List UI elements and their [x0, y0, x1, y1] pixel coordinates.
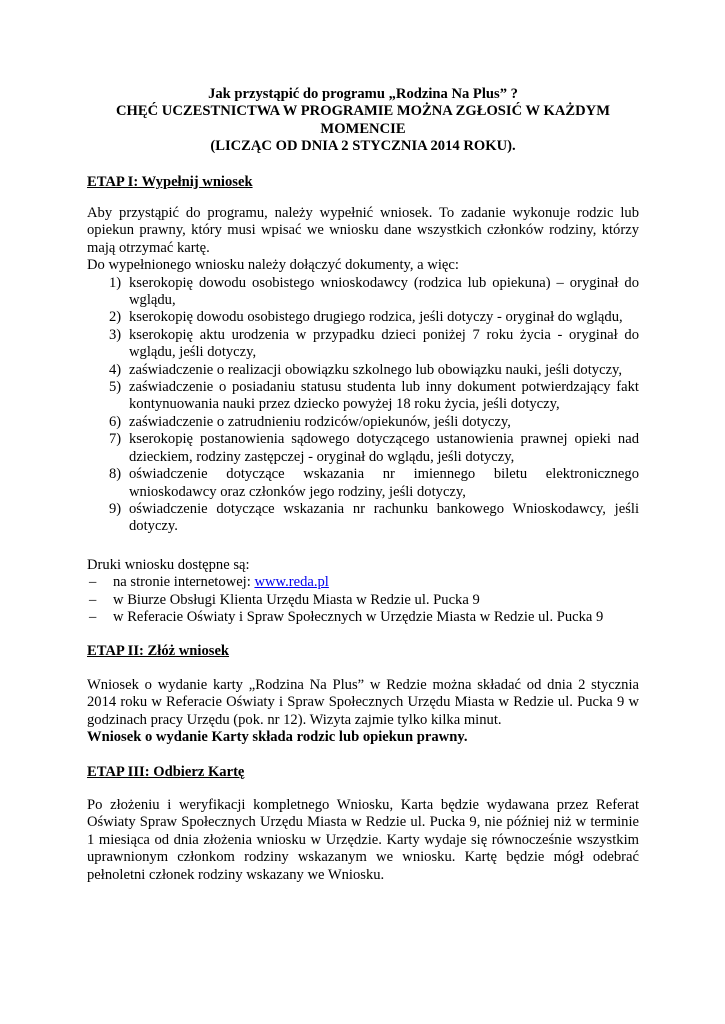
druki-lead: Druki wniosku dostępne są: — [87, 557, 250, 573]
list-item — [87, 362, 639, 379]
etap1-docs-lead: Do wypełnionego wniosku należy dołączyć dokumenty, a więc: — [87, 257, 459, 274]
list-item-text: zaświadczenie o realizacji obowiązku szkolnego lub obowiązku nauki, jeśli dotyczy, — [129, 361, 623, 378]
list-item — [87, 275, 639, 310]
etap1-section-heading — [87, 174, 639, 191]
title-line-2: CHĘĆ UCZESTNICTWA W PROGRAMIE MOŻNA ZGŁOSIĆ W KAŻDYM — [116, 103, 610, 120]
website-prefix: na stronie internetowej: — [113, 574, 255, 591]
list-item — [87, 379, 639, 414]
website-link[interactable]: www.reda.pl — [254, 574, 329, 591]
list-item-number: 2) — [109, 309, 122, 326]
list-item — [87, 327, 639, 362]
etap3-body — [87, 797, 639, 884]
etap2-heading: ETAP II: Złóż wniosek — [87, 643, 230, 659]
etap1-heading: ETAP I: Wypełnij wniosek — [87, 174, 253, 190]
list-item — [87, 414, 639, 431]
etap2-body — [87, 677, 639, 747]
list-item — [87, 466, 639, 501]
title-line-3: MOMENCIE — [320, 120, 406, 137]
list-item-text: zaświadczenie o zatrudnieniu rodziców/opiekunów, jeśli dotyczy, — [129, 413, 511, 430]
list-item — [87, 609, 639, 626]
list-item-text: kserokopię aktu urodzenia w przypadku dzieci poniżej 7 roku życia - oryginał do wglądu, jeśli dotyczy, — [129, 326, 639, 361]
list-item-text: kserokopię dowodu osobistego wnioskodawcy (rodzica lub opiekuna) – oryginał do wglądu, — [129, 274, 639, 309]
dash-bullet: – — [89, 591, 97, 608]
list-item-number: 4) — [109, 361, 122, 378]
druki-item-2: w Biurze Obsługi Klienta Urzędu Miasta w Redzie ul. Pucka 9 — [113, 591, 480, 608]
list-item-number: 7) — [109, 431, 122, 448]
list-item-text: zaświadczenie o posiadaniu statusu studenta lub inny dokument potwierdzający fakt kontynuowania nauki przez dziecko powyżej 18 roku życia, jeśli dotyczy, — [129, 379, 639, 413]
list-item-text: kserokopię postanowienia sądowego dotyczącego ustanowienia prawnej opieki nad dzieckiem, rodziny zastępczej - oryginał do wglądu, jeśli dotyczy, — [129, 431, 639, 465]
dash-bullet: – — [89, 574, 97, 591]
list-item — [87, 501, 639, 536]
list-item-text: oświadczenie dotyczące wskazania nr rachunku bankowego Wnioskodawcy, jeśli dotyczy. — [129, 500, 639, 535]
list-item-text: oświadczenie dotyczące wskazania nr imiennego biletu elektronicznego wnioskodawcy oraz członków jego rodziny, jeśli dotyczy, — [129, 466, 639, 500]
etap1-body — [87, 205, 639, 536]
etap3-text: Po złożeniu i weryfikacji kompletnego Wniosku, Karta będzie wydawana przez Referat Oświaty Spraw Społecznych Urzędu Miasta w Redzie ul. Pucka 9, nie później niż w terminie 1 miesiąca od dnia złożenia wniosku w Urzędzie. Karty wydaje się równocześnie wszystkim uprawnionym członkom rodziny wskazanym we wniosku. Kartę będzie mógł odebrać pełnoletni członek rodziny wskazany we Wniosku. — [87, 797, 639, 883]
etap2-section-heading — [87, 643, 639, 660]
document-title — [87, 86, 639, 156]
list-item — [87, 309, 639, 326]
list-item — [87, 431, 639, 466]
documents-list — [87, 275, 639, 536]
list-item-number: 5) — [109, 379, 122, 396]
list-item-number: 6) — [109, 413, 122, 430]
list-item — [87, 574, 639, 591]
list-item — [87, 592, 639, 609]
dash-bullet: – — [89, 609, 97, 626]
druki-item-3: w Referacie Oświaty i Spraw Społecznych w Urzędzie Miasta w Redzie ul. Pucka 9 — [113, 609, 604, 626]
etap1-intro: Aby przystąpić do programu, należy wypełnić wniosek. To zadanie wykonuje rodzic lub opiekun prawny, który musi wpisać we wniosku dane wszystkich członków rodziny, którzy mają otrzymać kartę. — [87, 205, 639, 256]
etap3-section-heading — [87, 764, 639, 781]
etap3-heading: ETAP III: Odbierz Kartę — [87, 764, 245, 780]
list-item-number: 3) — [109, 326, 122, 343]
list-item-number: 9) — [109, 500, 122, 517]
etap2-text: Wniosek o wydanie karty „Rodzina Na Plus” w Redzie można składać od dnia 2 stycznia 2014 roku w Referacie Oświaty i Spraw Społecznych Urzędu Miasta w Redzie ul. Pucka 9 w godzinach pracy Urzędu (pok. nr 12). Wizyta zajmie tylko kilka minut. — [87, 677, 639, 728]
list-item-text: kserokopię dowodu osobistego drugiego rodzica, jeśli dotyczy - oryginał do wglądu, — [129, 309, 623, 326]
title-line-4: (LICZĄC OD DNIA 2 STYCZNIA 2014 ROKU). — [210, 138, 516, 155]
etap2-bold-text: Wniosek o wydanie Karty składa rodzic lub opiekun prawny. — [87, 729, 468, 746]
druki-section — [87, 557, 639, 627]
list-item-number: 8) — [109, 466, 122, 483]
title-line-1: Jak przystąpić do programu „Rodzina Na Plus” ? — [208, 86, 518, 102]
list-item-number: 1) — [109, 274, 122, 291]
